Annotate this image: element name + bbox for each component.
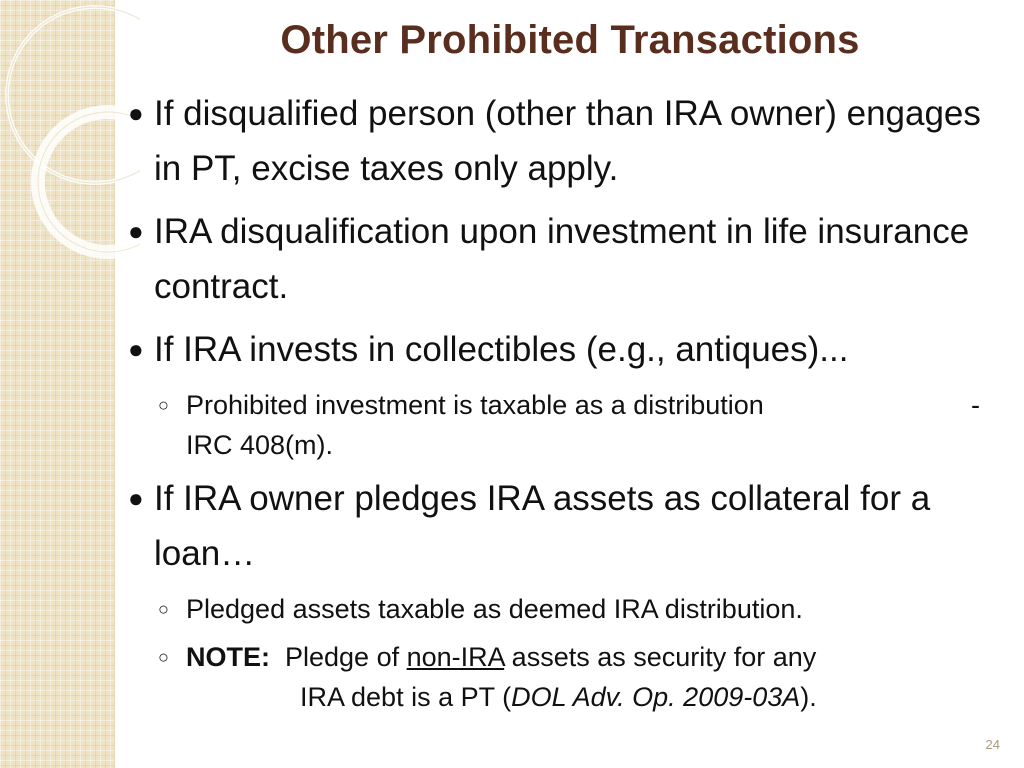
filled-dot-bullet-icon: ● [128, 98, 144, 128]
filled-dot-bullet-icon: ● [128, 216, 144, 246]
bullet-text: If IRA invests in collectibles (e.g., antiques)... [154, 330, 849, 369]
page-number: 24 [985, 737, 1000, 752]
bullet-text: IRA disqualification upon investment in life insurance contract. [154, 212, 970, 306]
note-text: Pledge of [270, 642, 407, 672]
filled-dot-bullet-icon: ● [128, 334, 144, 364]
sub-bullet-dash: - [971, 390, 980, 420]
hollow-circle-bullet-icon: ○ [158, 599, 169, 619]
bullet-text: If IRA owner pledges IRA assets as collateral for a loan… [154, 479, 931, 573]
note-citation: DOL Adv. Op. 2009-03A [511, 682, 801, 712]
note-label: NOTE: [186, 642, 270, 672]
sub-bullet-item [158, 385, 1006, 465]
bullet-item [126, 471, 1006, 581]
sub-bullet-note [158, 637, 1006, 717]
note-second-line [186, 677, 1006, 717]
note-line2-text: IRA debt is a PT ( [300, 682, 512, 712]
note-line2-end: ). [800, 682, 817, 712]
sub-bullet-text: Pledged assets taxable as deemed IRA distribution. [186, 594, 803, 624]
note-text-tail: assets as security for any [504, 642, 817, 672]
bullet-item [126, 204, 1006, 314]
slide-body [126, 86, 1006, 723]
hollow-circle-bullet-icon: ○ [158, 395, 169, 415]
bullet-item [126, 86, 1006, 196]
hollow-circle-bullet-icon: ○ [158, 647, 169, 667]
filled-dot-bullet-icon: ● [128, 483, 144, 513]
sub-bullet-text-continued: IRC 408(m). [186, 430, 334, 460]
bullet-item [126, 322, 1006, 377]
decorative-circles [0, 0, 140, 260]
sub-bullet-text: Prohibited investment is taxable as a distribution [186, 390, 764, 420]
sub-bullet-item [158, 589, 1006, 629]
bullet-text: If disqualified person (other than IRA owner) engages in PT, excise taxes only apply. [154, 94, 981, 188]
slide-title: Other Prohibited Transactions [280, 18, 860, 62]
note-underlined-text: non-IRA [406, 642, 505, 672]
